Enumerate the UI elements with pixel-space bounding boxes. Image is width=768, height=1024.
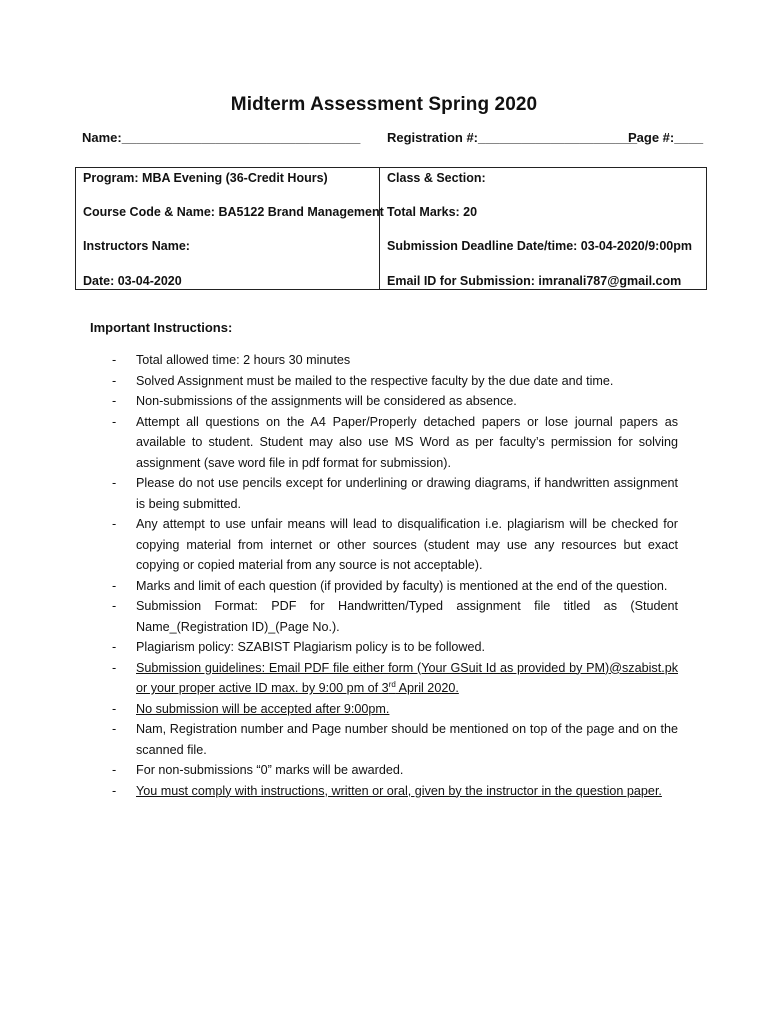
instruction-item: - Submission Format: PDF for Handwritten/Typed assignment file titled as (Student Name_(Registration ID)_(Page No.). — [112, 596, 678, 637]
date-cell: Date: 03-04-2020 — [83, 274, 182, 288]
bullet-dash: - — [112, 783, 117, 798]
instruction-item: - Nam, Registration number and Page number should be mentioned on top of the page and on the scanned file. — [112, 719, 678, 760]
instruction-item: - You must comply with instructions, written or oral, given by the instructor in the question paper. — [112, 781, 678, 802]
instructions-list — [112, 350, 678, 801]
bullet-dash: - — [112, 660, 117, 675]
bullet-dash: - — [112, 701, 117, 716]
bullet-dash: - — [112, 763, 117, 777]
ordinal-suffix: rd — [388, 679, 396, 689]
bullet-dash: - — [112, 599, 117, 613]
instruction-item: - Attempt all questions on the A4 Paper/Properly detached papers or lose journal papers as available to student. Student may also use MS Word as per faculty’s permission for solving assignment (save word file in pdf format for submission). — [112, 412, 678, 474]
instruction-item: - For non-submissions “0” marks will be awarded. — [112, 760, 678, 781]
registration-field: Registration #:______________________ — [387, 130, 638, 145]
table-divider — [379, 168, 380, 289]
instruction-item: - Please do not use pencils except for underlining or drawing diagrams, if handwritten assignment is being submitted. — [112, 473, 678, 514]
email-cell: Email ID for Submission: imranali787@gmail.com — [387, 274, 682, 288]
bullet-dash: - — [112, 373, 117, 388]
bullet-dash: - — [112, 578, 117, 593]
bullet-dash: - — [112, 414, 117, 429]
bullet-dash: - — [112, 640, 117, 654]
instructions-heading: Important Instructions: — [90, 320, 233, 335]
bullet-dash: - — [112, 476, 117, 490]
instruction-item: - Non-submissions of the assignments will be considered as absence. — [112, 391, 678, 412]
instruction-item: - Any attempt to use unfair means will lead to disqualification i.e. plagiarism will be checked for copying material from internet or other sources (student may use any resources but exact copying or copied material from any source is not acceptable). — [112, 514, 678, 576]
bullet-dash: - — [112, 394, 117, 408]
bullet-dash: - — [112, 353, 117, 367]
program-cell: Program: MBA Evening (36-Credit Hours) — [83, 171, 328, 185]
instruction-item-submission-guidelines: - Submission guidelines: Email PDF file either form (Your GSuit Id as provided by PM)@szabist.pk or your proper active ID max. by 9:00 pm of 3rd April 2020. — [112, 658, 678, 699]
instruction-item: - Solved Assignment must be mailed to the respective faculty by the due date and time. — [112, 371, 678, 392]
instruction-item: - No submission will be accepted after 9:00pm. — [112, 699, 678, 720]
name-field: Name:_________________________________ — [82, 130, 361, 145]
bullet-dash: - — [112, 722, 117, 736]
course-info-table — [75, 167, 707, 290]
deadline-cell: Submission Deadline Date/time: 03-04-2020/9:00pm — [387, 239, 692, 253]
class-section-cell: Class & Section: — [387, 171, 486, 185]
instruction-item: - Marks and limit of each question (if provided by faculty) is mentioned at the end of the question. — [112, 576, 678, 597]
instructors-cell: Instructors Name: — [83, 239, 190, 253]
bullet-dash: - — [112, 517, 117, 531]
page-number-field: Page #:____ — [628, 130, 704, 145]
instruction-item: - Plagiarism policy: SZABIST Plagiarism policy is to be followed. — [112, 637, 678, 658]
instruction-item: - Total allowed time: 2 hours 30 minutes — [112, 350, 678, 371]
document-title: Midterm Assessment Spring 2020 — [230, 94, 538, 115]
total-marks-cell: Total Marks: 20 — [387, 205, 478, 219]
course-cell: Course Code & Name: BA5122 Brand Management — [83, 205, 384, 219]
